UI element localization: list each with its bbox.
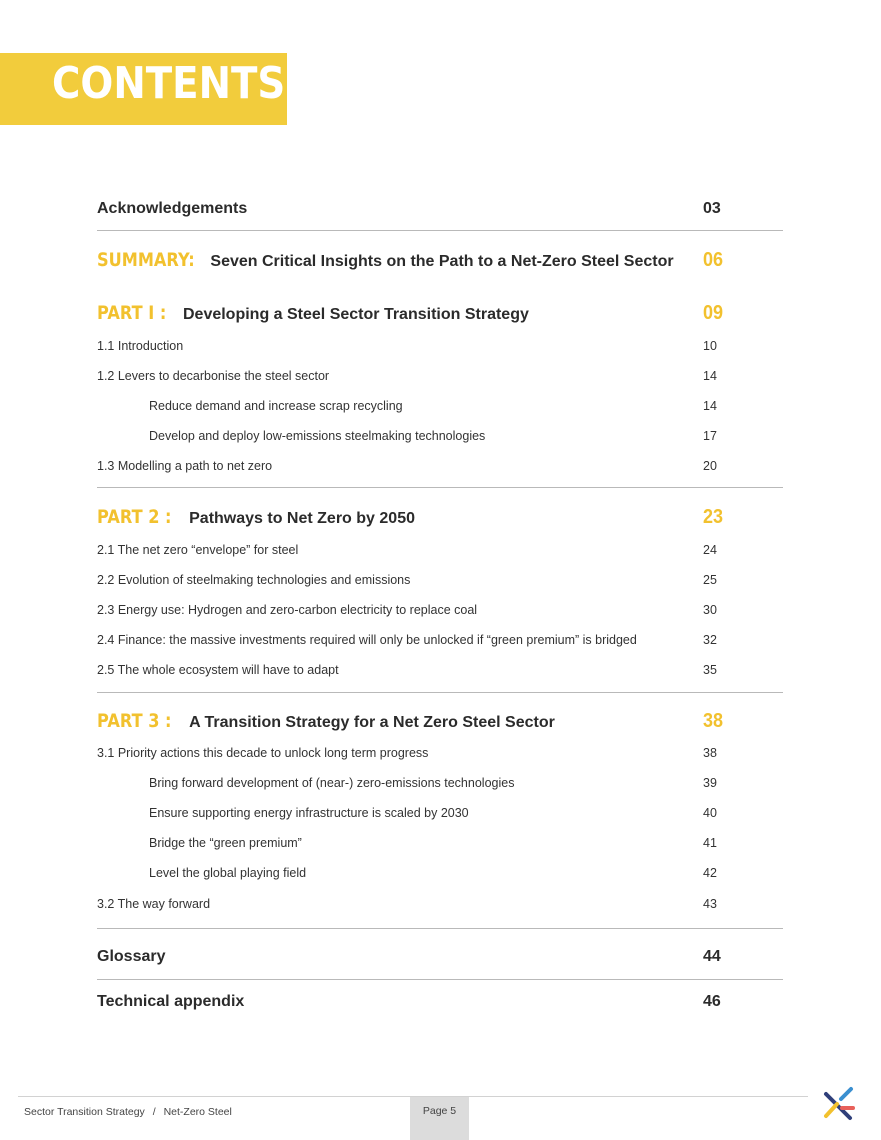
- toc-label: 2.5 The whole ecosystem will have to adapt: [97, 663, 339, 677]
- footer-doc-title: Sector Transition Strategy: [24, 1106, 145, 1118]
- page-number: Page 5: [422, 1105, 457, 1117]
- toc-page: 10: [703, 339, 717, 353]
- toc-page: 24: [703, 543, 717, 557]
- toc-label: 2.1 The net zero “envelope” for steel: [97, 543, 299, 557]
- toc-page: 41: [703, 836, 717, 850]
- toc-label: [97, 506, 415, 528]
- toc-page: 46: [703, 993, 721, 1010]
- divider: [97, 692, 783, 693]
- toc-label: Bring forward development of (near-) zero-emissions technologies: [149, 776, 515, 790]
- page-title: CONTENTS: [52, 58, 286, 109]
- toc-page: 30: [703, 603, 717, 617]
- toc-page: 32: [703, 633, 717, 647]
- toc-label: Level the global playing field: [149, 866, 307, 880]
- toc-page: 25: [703, 573, 717, 587]
- toc-page: 06: [703, 249, 724, 271]
- toc-page: 38: [703, 710, 724, 732]
- section-prefix: PART I :: [97, 302, 167, 324]
- divider: [97, 979, 783, 980]
- toc-label: [97, 249, 674, 271]
- toc-label: 1.2 Levers to decarbonise the steel sector: [97, 369, 330, 383]
- section-title: Seven Critical Insights on the Path to a Net-Zero Steel Sector: [210, 253, 674, 270]
- toc-page: 23: [703, 506, 724, 528]
- toc-page: 09: [703, 302, 724, 324]
- toc-page: 40: [703, 806, 717, 820]
- toc-page: 38: [703, 746, 717, 760]
- toc-label: Glossary: [97, 948, 166, 965]
- toc-label: [97, 710, 555, 732]
- toc-page: 43: [703, 897, 717, 911]
- toc-label: Bridge the “green premium”: [149, 836, 302, 850]
- section-prefix: PART 3 :: [97, 710, 172, 732]
- toc-label: Develop and deploy low-emissions steelmaking technologies: [149, 429, 486, 443]
- divider: [97, 928, 783, 929]
- toc-label: 2.4 Finance: the massive investments required will only be unlocked if “green premium” is bridged: [97, 633, 637, 647]
- toc-label: Ensure supporting energy infrastructure is scaled by 2030: [149, 806, 469, 820]
- page-number-tab: [410, 1097, 469, 1140]
- divider: [97, 487, 783, 488]
- toc-label: 3.1 Priority actions this decade to unlock long term progress: [97, 746, 429, 760]
- section-prefix: PART 2 :: [97, 506, 172, 528]
- toc-label: Reduce demand and increase scrap recycling: [149, 399, 403, 413]
- toc-page: 35: [703, 663, 717, 677]
- toc-label: [97, 302, 529, 324]
- toc-page: 39: [703, 776, 717, 790]
- toc-page: 14: [703, 399, 717, 413]
- toc-page: 44: [703, 948, 721, 965]
- toc-page: 03: [703, 200, 721, 217]
- section-prefix: SUMMARY:: [97, 249, 195, 271]
- toc-label: 2.3 Energy use: Hydrogen and zero-carbon electricity to replace coal: [97, 603, 478, 617]
- toc-label: 1.1 Introduction: [97, 339, 184, 353]
- mpp-cross-logo-icon: [820, 1085, 858, 1123]
- section-title: Developing a Steel Sector Transition Strategy: [182, 306, 529, 323]
- footer-doc-subtitle: Net-Zero Steel: [163, 1106, 232, 1118]
- footer-document-title: [24, 1106, 232, 1118]
- divider: [97, 230, 783, 231]
- toc-label: Technical appendix: [97, 993, 245, 1010]
- section-title: A Transition Strategy for a Net Zero Steel Sector: [189, 714, 555, 731]
- toc-page: 42: [703, 866, 717, 880]
- section-title: Pathways to Net Zero by 2050: [189, 510, 415, 527]
- toc-page: 17: [703, 429, 717, 443]
- toc-page: 20: [703, 459, 717, 473]
- footer-separator: /: [152, 1106, 156, 1118]
- toc-label: 3.2 The way forward: [97, 897, 211, 911]
- toc-label: 2.2 Evolution of steelmaking technologies and emissions: [97, 573, 411, 587]
- toc-label: Acknowledgements: [97, 200, 248, 217]
- toc-label: 1.3 Modelling a path to net zero: [97, 459, 273, 473]
- toc-page: 14: [703, 369, 717, 383]
